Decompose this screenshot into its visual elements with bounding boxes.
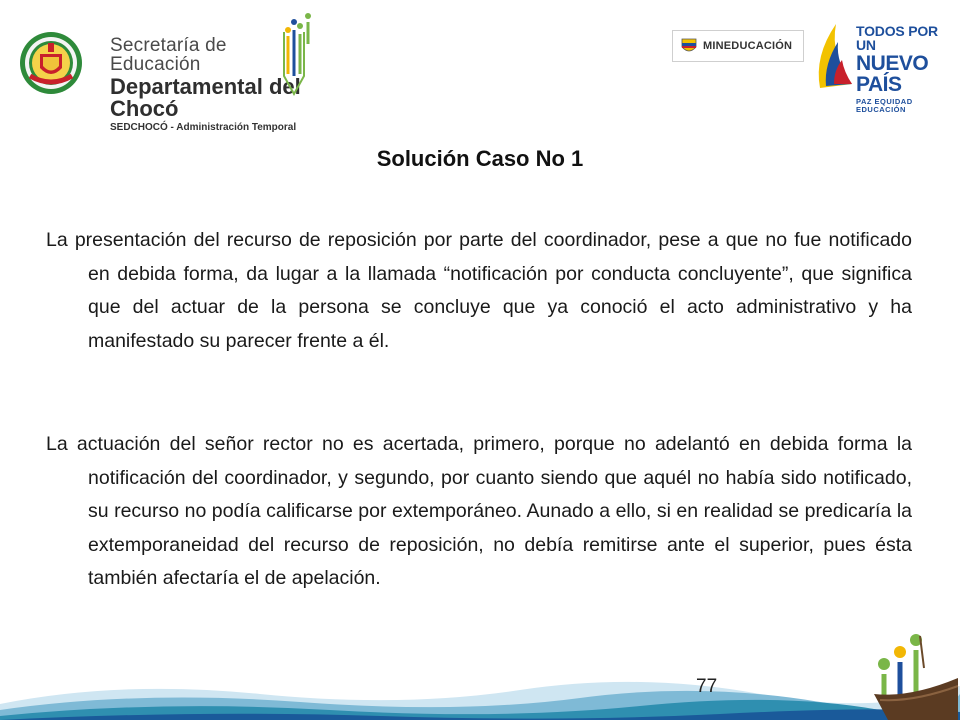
slide-title: Solución Caso No 1: [376, 146, 584, 171]
secretaria-line2: Departamental del Chocó: [110, 74, 301, 121]
colombia-shield-icon: [681, 37, 697, 55]
paragraph-2: La actuación del señor rector no es acertada, primero, porque no adelantó en debida forma la notificación del coordinador, y segundo, por cuanto siendo que aquél no había sido notificado, su recurso no podía calificarse por extemporáneo. Aunado a ello, si en realidad se predicaría la extemporaneidad del recurso de reposición, no debía remitirse ante el superior, pues ésta también afectaría el de apelación.: [46, 433, 912, 589]
pencil-icon: [278, 12, 318, 98]
choco-seal-icon: [16, 30, 86, 96]
todos-line1: TODOS POR UN: [856, 23, 938, 53]
footer-wave-decoration: [0, 660, 960, 720]
mineducacion-text: MINEDUCACIÓN: [703, 40, 793, 52]
secretaria-line1: Secretaría de Educación: [110, 35, 227, 75]
todos-line2: NUEVO PAÍS: [856, 52, 929, 96]
boat-people-icon: [870, 628, 960, 720]
mineducacion-logo: [672, 30, 804, 62]
page-number: 77: [696, 676, 718, 697]
paragraph-1: La presentación del recurso de reposición por parte del coordinador, pese a que no fue notificado en debida forma, da lugar a la llamada “notificación por conducta concluyente”, que significa que del actuar de la persona se concluye que ya conoció el acto administrativo y ha manifestado su parecer frente a él.: [46, 229, 912, 352]
secretaria-line3: SEDCHOCÓ - Administración Temporal: [110, 122, 297, 133]
todos-por-un-nuevo-pais-logo: [812, 20, 952, 114]
todos-text: [856, 24, 952, 113]
secretaria-logo: [16, 12, 316, 133]
flag-swoosh-icon: [812, 20, 856, 90]
todos-line3: PAZ EQUIDAD EDUCACIÓN: [856, 97, 913, 114]
